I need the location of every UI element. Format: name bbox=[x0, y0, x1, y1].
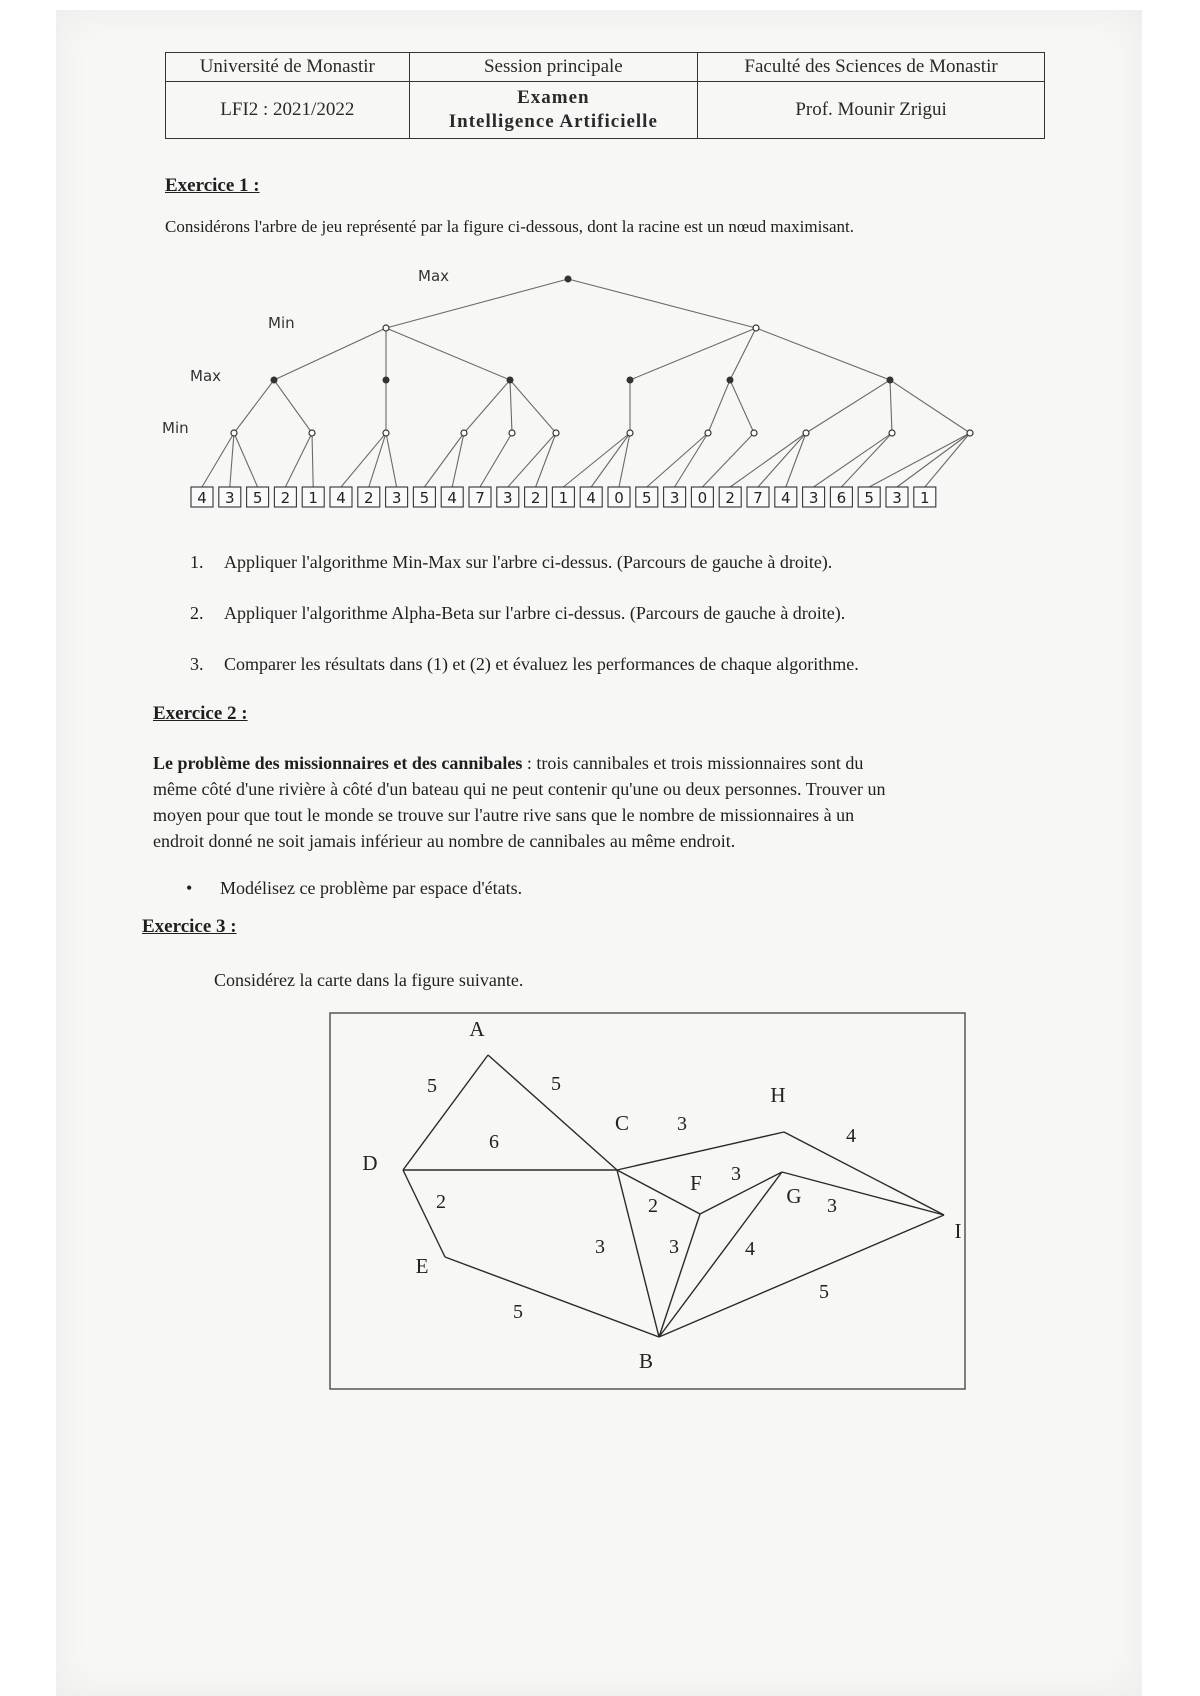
edge-weight: 5 bbox=[551, 1073, 561, 1095]
map-edge-E-B bbox=[445, 1257, 659, 1337]
map-node-D: D bbox=[362, 1151, 378, 1175]
map-node-G: G bbox=[786, 1184, 802, 1208]
leaf-value: 2 bbox=[530, 489, 541, 507]
leaf-value: 1 bbox=[308, 489, 318, 507]
leaf-value: 2 bbox=[280, 489, 291, 507]
leaf-value: 3 bbox=[892, 489, 902, 507]
map-node-H: H bbox=[770, 1083, 786, 1107]
edge-weight: 5 bbox=[427, 1075, 437, 1097]
exercise2-title: Exercice 2 : bbox=[153, 703, 248, 724]
exercise3-title: Exercice 3 : bbox=[142, 916, 237, 937]
exercise1-intro: Considérons l'arbre de jeu représenté par la figure ci-dessous, dont la racine est un nœud maximisant. bbox=[165, 217, 854, 236]
map-node-E: E bbox=[415, 1254, 429, 1278]
bullet-text: Modélisez ce problème par espace d'états. bbox=[220, 878, 523, 898]
map-edge-D-A bbox=[403, 1055, 488, 1170]
leaf-value: 4 bbox=[197, 489, 207, 507]
leaf-value: 4 bbox=[447, 489, 457, 507]
exercise3-intro: Considérez la carte dans la figure suivante. bbox=[214, 970, 524, 990]
leaf-value: 2 bbox=[364, 489, 374, 507]
level-year-cell: LFI2 : 2021/2022 bbox=[166, 82, 410, 139]
map-edge-D-E bbox=[403, 1170, 445, 1257]
session-cell: Session principale bbox=[409, 53, 698, 82]
bullet-dot: • bbox=[186, 878, 193, 898]
leaf-value: 2 bbox=[725, 489, 735, 507]
leaf-value: 0 bbox=[697, 489, 708, 507]
map-edge-C-H bbox=[617, 1132, 784, 1170]
professor-cell: Prof. Mounir Zrigui bbox=[698, 82, 1045, 139]
leaf-value: 6 bbox=[836, 489, 847, 507]
exercise1-title: Exercice 1 : bbox=[165, 175, 260, 196]
map-node-I: I bbox=[954, 1219, 962, 1243]
leaf-value: 5 bbox=[252, 489, 263, 507]
level-label-min-bottom: Min bbox=[162, 419, 189, 437]
question-2-text: Appliquer l'algorithme Alpha-Beta sur l'arbre ci-dessus. (Parcours de gauche à droite). bbox=[224, 603, 846, 623]
level-label-min: Min bbox=[268, 314, 295, 332]
map-node-B: B bbox=[638, 1349, 654, 1373]
leaf-value: 1 bbox=[558, 489, 569, 507]
map-node-F: F bbox=[690, 1171, 702, 1195]
map-edge-F-B bbox=[659, 1214, 700, 1337]
edge-weight: 2 bbox=[648, 1195, 658, 1217]
problem-line-2: même côté d'une rivière à côté d'un bateau qui ne peut contenir qu'une ou deux personnes. Trouver un bbox=[153, 779, 886, 799]
level-label-max: Max bbox=[190, 367, 222, 385]
leaf-value: 5 bbox=[864, 489, 874, 507]
question-3-number: 3. bbox=[190, 654, 204, 674]
level-label-max-root: Max bbox=[418, 267, 450, 285]
problem-line-1: : trois cannibales et trois missionnaires sont du bbox=[522, 753, 864, 773]
map-edge-B-I bbox=[659, 1215, 944, 1337]
leaf-value: 3 bbox=[808, 489, 819, 507]
leaf-value: 7 bbox=[753, 489, 763, 507]
problem-line-3: moyen pour que tout le monde se trouve sur l'autre rive sans que le nombre de missionnaires à un bbox=[153, 805, 855, 825]
leaf-value: 1 bbox=[920, 489, 930, 507]
question-1-number: 1. bbox=[190, 552, 204, 572]
leaf-value: 4 bbox=[586, 489, 596, 507]
problem-line-4: endroit donné ne soit jamais inférieur au nombre de cannibales au même endroit. bbox=[153, 831, 736, 851]
edge-weight: 3 bbox=[595, 1236, 605, 1258]
leaf-value: 5 bbox=[642, 489, 652, 507]
map-edge-H-I bbox=[784, 1132, 944, 1215]
leaf-value: 4 bbox=[336, 489, 346, 507]
map-edge-G-I bbox=[782, 1172, 944, 1215]
question-2-number: 2. bbox=[190, 603, 204, 623]
leaf-value: 5 bbox=[419, 489, 430, 507]
map-labels bbox=[362, 1017, 961, 1373]
edge-weight: 5 bbox=[513, 1301, 523, 1323]
faculty-cell: Faculté des Sciences de Monastir bbox=[698, 53, 1045, 82]
leaf-value: 3 bbox=[669, 489, 680, 507]
map-node-C: C bbox=[614, 1111, 630, 1135]
edge-weight: 2 bbox=[436, 1191, 446, 1213]
edge-weight: 4 bbox=[846, 1125, 856, 1147]
exam-label: Examen bbox=[517, 87, 590, 108]
problem-name: Le problème des missionnaires et des cannibales bbox=[153, 753, 523, 773]
map-edge-F-G bbox=[700, 1172, 782, 1214]
edge-weight: 4 bbox=[745, 1238, 755, 1260]
edge-weight: 6 bbox=[489, 1131, 499, 1153]
edge-weight: 3 bbox=[731, 1163, 741, 1185]
leaf-value: 3 bbox=[391, 489, 402, 507]
map-node-A: A bbox=[469, 1017, 485, 1041]
subject-label: Intelligence Artificielle bbox=[448, 111, 658, 132]
question-1-text: Appliquer l'algorithme Min-Max sur l'arbre ci-dessus. (Parcours de gauche à droite). bbox=[224, 552, 833, 572]
map-edge-C-F bbox=[617, 1170, 700, 1214]
edge-weight: 3 bbox=[669, 1236, 679, 1258]
edge-weight: 3 bbox=[827, 1195, 837, 1217]
edge-weight: 3 bbox=[677, 1113, 687, 1135]
leaf-value: 3 bbox=[225, 489, 235, 507]
leaf-value: 7 bbox=[475, 489, 485, 507]
leaf-value: 3 bbox=[503, 489, 513, 507]
leaf-value: 0 bbox=[614, 489, 624, 507]
leaf-value: 4 bbox=[781, 489, 791, 507]
edge-weight: 5 bbox=[819, 1281, 829, 1303]
question-3-text: Comparer les résultats dans (1) et (2) et évaluez les performances de chaque algorithme. bbox=[224, 654, 859, 674]
map-edges bbox=[403, 1055, 944, 1337]
university-cell: Université de Monastir bbox=[166, 53, 410, 82]
